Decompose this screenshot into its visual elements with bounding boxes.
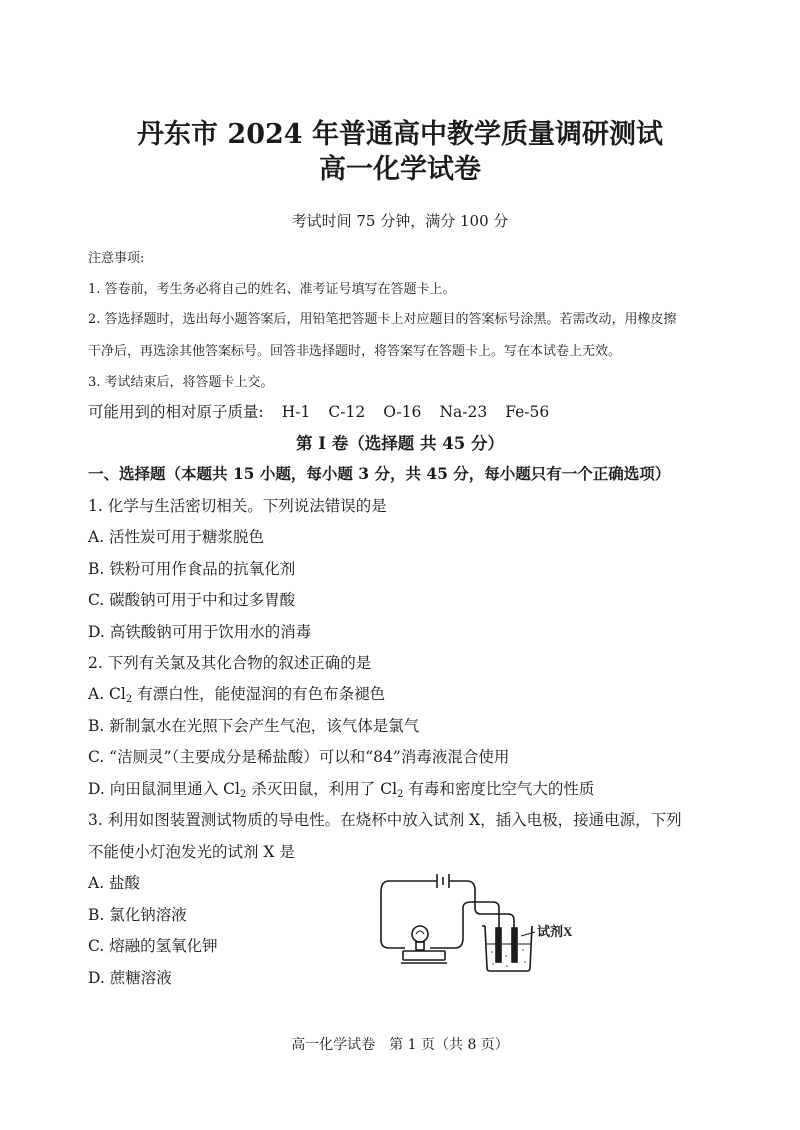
bulb-socket [416,942,424,950]
atomic-mass-o: O-16 [383,403,422,421]
notes-heading: 注意事项: [88,251,145,266]
atomic-mass-fe: Fe-56 [505,403,550,421]
q2-option-a: A. $Cl_2$ 有漂白性，能使湿润的有色布条褪色 [88,685,386,705]
q1-option-a: A. 活性炭可用于糖浆脱色 [88,528,265,546]
exam-title: 丹东市 2024 年普通高中教学质量调研测试 [137,119,663,150]
lamp-base [403,951,445,960]
exam-info: 考试时间 75 分钟，满分 100 分 [291,212,509,230]
q1-stem: 1. 化学与生活密切相关。下列说法错误的是 [88,497,387,515]
q2-option-b: B. 新制氯水在光照下会产生气泡，该气体是氯气 [88,717,420,735]
beaker [485,926,532,971]
q3-option-a: A. 盐酸 [88,874,141,892]
reagent-x-label: 试剂X [537,924,573,939]
q2-option-d: D. 向田鼠洞里通入 $Cl_2$ 杀灭田鼠，利用了 $Cl_2$ 有毒和密度比空气大的性质 [88,780,595,800]
q3-stem-line-2: 不能使小灯泡发光的试剂 X 是 [88,843,295,861]
q3-option-d: D. 蔗糖溶液 [88,969,172,987]
atomic-mass-c: C-12 [328,403,366,421]
atomic-masses [88,400,549,422]
atomic-mass-h: H-1 [281,403,311,421]
note-item-2-line-1: 2. 答选择题时，选出每小题答案后，用铅笔把答题卡上对应题目的答案标号涂黑。若需改动，用橡皮擦 [88,312,677,327]
electrode-left [496,928,501,962]
wire-right [449,881,514,928]
atomic-masses-label: 可能用到的相对原子质量: [88,403,264,421]
atomic-mass-na: Na-23 [439,403,488,421]
conductivity-apparatus-figure [375,868,590,978]
note-item-1: 1. 答卷前，考生务必将自己的姓名、准考证号填写在答题卡上。 [88,282,456,297]
bulb-filament [416,931,424,934]
q1-option-c: C. 碳酸钠可用于中和过多胃酸 [88,591,296,609]
q3-stem-line-1: 3. 利用如图装置测试物质的导电性。在烧杯中放入试剂 X，插入电极，接通电源，下列 [88,811,682,829]
q2-stem: 2. 下列有关氯及其化合物的叙述正确的是 [88,654,372,672]
q3-option-c: C. 熔融的氢氧化钾 [88,937,218,955]
page-footer: 高一化学试卷 第 1 页（共 8 页） [291,1037,509,1053]
wire-middle [430,902,499,948]
electrode-right [512,928,517,962]
note-item-3: 3. 考试结束后，将答题卡上交。 [88,375,274,390]
wire-left [381,881,437,948]
note-item-2-line-2: 干净后，再选涂其他答案标号。回答非选择题时，将答案写在答题卡上。写在本试卷上无效。 [88,344,622,359]
q3-option-b: B. 氯化钠溶液 [88,906,187,924]
label-pointer [521,932,535,936]
q2-option-c: C. “洁厕灵”（主要成分是稀盐酸）可以和“84”消毒液混合使用 [88,748,510,766]
part-title: 一、选择题（本题共 15 小题，每小题 3 分，共 45 分，每小题只有一个正确选项） [88,464,671,483]
q1-option-d: D. 高铁酸钠可用于饮用水的消毒 [88,623,312,641]
bulb-icon [412,926,428,942]
section-title: 第 Ⅰ 卷（选择题 共 45 分） [296,434,504,453]
q1-option-b: B. 铁粉可用作食品的抗氧化剂 [88,560,296,578]
exam-subtitle: 高一化学试卷 [319,154,481,185]
